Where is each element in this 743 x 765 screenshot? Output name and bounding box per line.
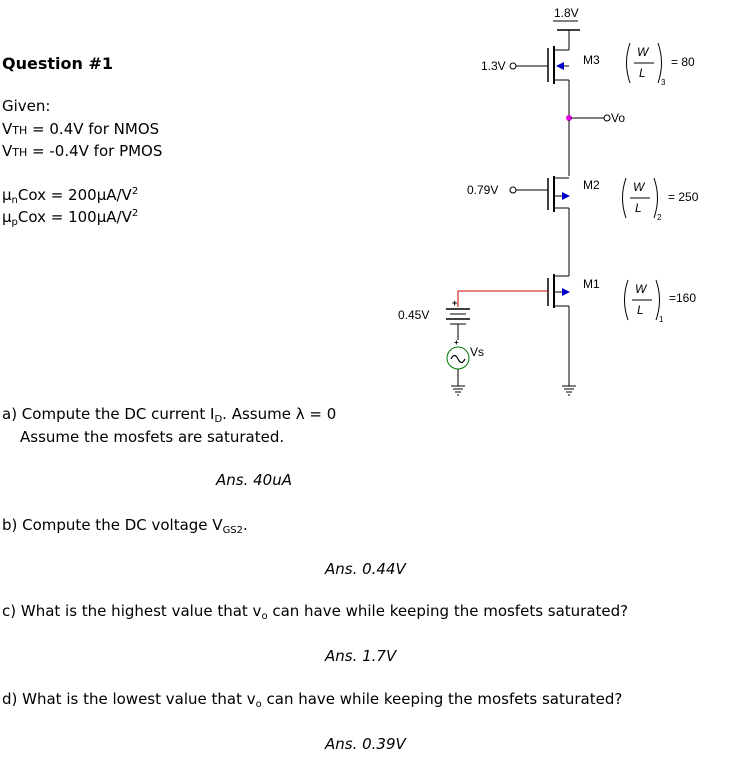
vs-ac-source — [447, 338, 469, 386]
vth-subscript: TH — [12, 124, 28, 137]
part-b-period: . — [243, 516, 248, 534]
squared-superscript: 2 — [131, 186, 139, 197]
svg-text:W: W — [637, 45, 649, 59]
un-cox-value: Cox = 200μA/V — [17, 186, 132, 204]
part-a-answer: Ans. 40uA — [216, 471, 292, 489]
part-b-answer: Ans. 0.44V — [325, 560, 406, 578]
vbias-label: 0.45V — [398, 308, 430, 322]
svg-text:= 250: = 250 — [668, 190, 699, 204]
squared-superscript: 2 — [131, 208, 139, 219]
m3-label: M3 — [583, 53, 600, 67]
vg2-terminal — [510, 187, 516, 193]
wl2-annotation — [623, 178, 699, 222]
svg-text:W: W — [635, 282, 647, 296]
vo-subscript: o — [261, 611, 268, 622]
m2-label: M2 — [583, 178, 600, 192]
vth-pmos-value: = -0.4V for PMOS — [32, 142, 163, 160]
svg-text:3: 3 — [661, 78, 666, 87]
vth-symbol: V — [2, 120, 13, 138]
svg-text:L: L — [637, 303, 644, 317]
svg-text:=160: =160 — [669, 291, 697, 305]
ground-symbol-m1 — [562, 386, 576, 395]
part-c-text: c) What is the highest value that v — [2, 602, 262, 620]
mu-symbol: μ — [2, 186, 12, 204]
part-a-text: a) Compute the DC current I — [2, 405, 215, 423]
up-cox-value: Cox = 100μA/V — [17, 208, 132, 226]
svg-text:+: + — [454, 338, 459, 347]
part-c-answer: Ans. 1.7V — [325, 647, 397, 665]
vgs2-subscript: GS2 — [222, 525, 244, 536]
part-a-assumption: . Assume λ = 0 — [222, 405, 337, 423]
wl3-annotation — [627, 43, 696, 87]
mu-symbol: μ — [2, 208, 12, 226]
m1-nmos-transistor — [548, 274, 570, 308]
p-subscript: p — [11, 217, 18, 228]
vg2-label: 0.79V — [467, 183, 499, 197]
m3-pmos-transistor — [548, 46, 569, 84]
svg-text:= 80: = 80 — [671, 55, 695, 69]
n-subscript: n — [11, 195, 18, 206]
vg3-terminal — [510, 63, 516, 69]
vth-subscript: TH — [12, 146, 28, 159]
svg-text:L: L — [639, 66, 646, 80]
vdd-label: 1.8V — [554, 6, 579, 20]
vg3-label: 1.3V — [481, 59, 506, 73]
vo-terminal — [604, 115, 610, 121]
m1-label: M1 — [583, 277, 600, 291]
svg-text:1: 1 — [659, 315, 664, 324]
vs-label: Vs — [470, 345, 485, 359]
ground-symbol-vs — [451, 386, 465, 395]
vo-label: Vo — [611, 111, 626, 125]
part-c-text-end: can have while keeping the mosfets saturated? — [267, 602, 629, 620]
part-d-text: d) What is the lowest value that v — [2, 690, 256, 708]
svg-text:+: + — [452, 298, 458, 308]
part-d-text-end: can have while keeping the mosfets saturated? — [261, 690, 623, 708]
vth-symbol: V — [2, 142, 13, 160]
svg-text:W: W — [633, 180, 645, 194]
part-d-answer: Ans. 0.39V — [325, 735, 406, 753]
m2-nmos-transistor — [548, 176, 570, 212]
id-subscript: D — [214, 414, 223, 425]
part-a-line2: Assume the mosfets are saturated. — [20, 428, 285, 446]
question-title: Question #1 — [2, 54, 113, 73]
vth-nmos-value: = 0.4V for NMOS — [32, 120, 160, 138]
svg-text:L: L — [635, 201, 642, 215]
svg-text:2: 2 — [657, 213, 662, 222]
given-label: Given: — [2, 97, 51, 115]
m1-gate-wire — [458, 291, 548, 307]
vo-subscript: o — [255, 699, 262, 710]
wl1-annotation — [625, 280, 697, 324]
part-b-text: b) Compute the DC voltage V — [2, 516, 223, 534]
